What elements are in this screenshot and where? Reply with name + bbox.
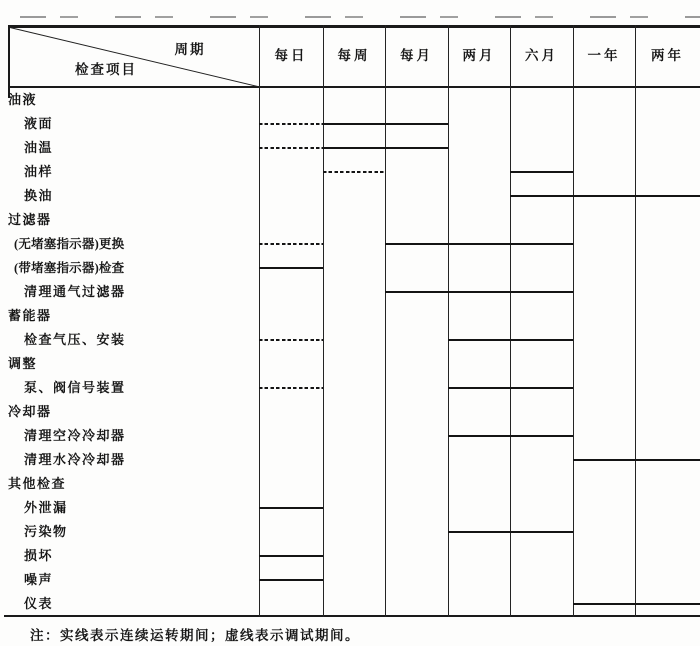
row-label: 清理空冷冷却器 [24, 428, 126, 443]
column-header: 每日 [274, 48, 308, 63]
row-label: 检查气压、安装 [24, 332, 126, 347]
schedule-mark-solid [259, 555, 323, 557]
table-bottom-border [4, 615, 700, 617]
header-separator-line [8, 86, 700, 88]
row-label: (带堵塞指示器)检查 [14, 261, 125, 275]
grid-vline-4 [510, 25, 511, 617]
schedule-mark-dashed [259, 339, 323, 341]
scan-artifact-top [20, 16, 700, 18]
row-label: 调整 [8, 356, 38, 371]
schedule-mark-dashed [259, 123, 323, 125]
column-header: 一年 [587, 48, 621, 63]
row-label: 外泄漏 [24, 500, 68, 515]
schedule-mark-solid [510, 171, 573, 173]
schedule-mark-solid [510, 195, 700, 197]
grid-vline-5 [573, 25, 574, 617]
row-label: 油液 [8, 92, 38, 107]
row-label: 仪表 [24, 596, 54, 611]
row-label: 其他检查 [8, 476, 67, 491]
schedule-mark-dashed [323, 171, 385, 173]
schedule-mark-solid [385, 291, 573, 293]
row-label: (无堵塞指示器)更换 [14, 237, 125, 251]
schedule-mark-solid [323, 123, 448, 125]
schedule-mark-solid [259, 579, 323, 581]
schedule-mark-solid [385, 243, 573, 245]
schedule-mark-solid [448, 435, 573, 437]
row-label: 冷却器 [8, 404, 52, 419]
grid-vline-3 [448, 25, 449, 617]
grid-vline-1 [323, 25, 324, 617]
row-label: 清理通气过滤器 [24, 284, 126, 299]
row-label: 换油 [24, 188, 54, 203]
column-header: 两月 [462, 48, 496, 63]
column-header: 每周 [337, 48, 371, 63]
grid-vline-6 [635, 25, 636, 617]
schedule-mark-dashed [259, 387, 323, 389]
schedule-mark-solid [448, 387, 573, 389]
schedule-mark-solid [448, 339, 573, 341]
column-header: 两年 [651, 48, 684, 63]
schedule-mark-solid [573, 459, 700, 461]
table-top-border [8, 25, 700, 28]
schedule-mark-dashed [259, 147, 323, 149]
column-header: 每月 [400, 48, 433, 63]
row-label: 污染物 [24, 524, 68, 539]
row-label: 蓄能器 [8, 308, 52, 323]
header-period-label: 周期 [174, 42, 206, 57]
header-item-label: 检查项目 [75, 62, 137, 77]
row-label: 油样 [24, 164, 54, 179]
row-label: 油温 [24, 140, 54, 155]
column-header: 六月 [525, 48, 558, 63]
grid-vline-0 [259, 25, 260, 617]
legend-note: 注：实线表示连续运转期间；虚线表示调试期间。 [30, 628, 360, 643]
row-label: 损坏 [24, 548, 54, 563]
schedule-mark-solid [448, 531, 573, 533]
row-label: 液面 [24, 116, 54, 131]
schedule-mark-solid [323, 147, 448, 149]
schedule-mark-solid [259, 267, 323, 269]
row-label: 过滤器 [8, 212, 52, 227]
schedule-mark-solid [573, 603, 700, 605]
row-label: 噪声 [24, 572, 54, 587]
schedule-mark-solid [259, 507, 323, 509]
row-label: 泵、阀信号装置 [24, 380, 126, 395]
grid-vline-2 [385, 25, 386, 617]
row-label: 清理水冷冷却器 [24, 452, 126, 467]
table-left-border [8, 25, 10, 98]
schedule-mark-dashed [259, 243, 323, 245]
